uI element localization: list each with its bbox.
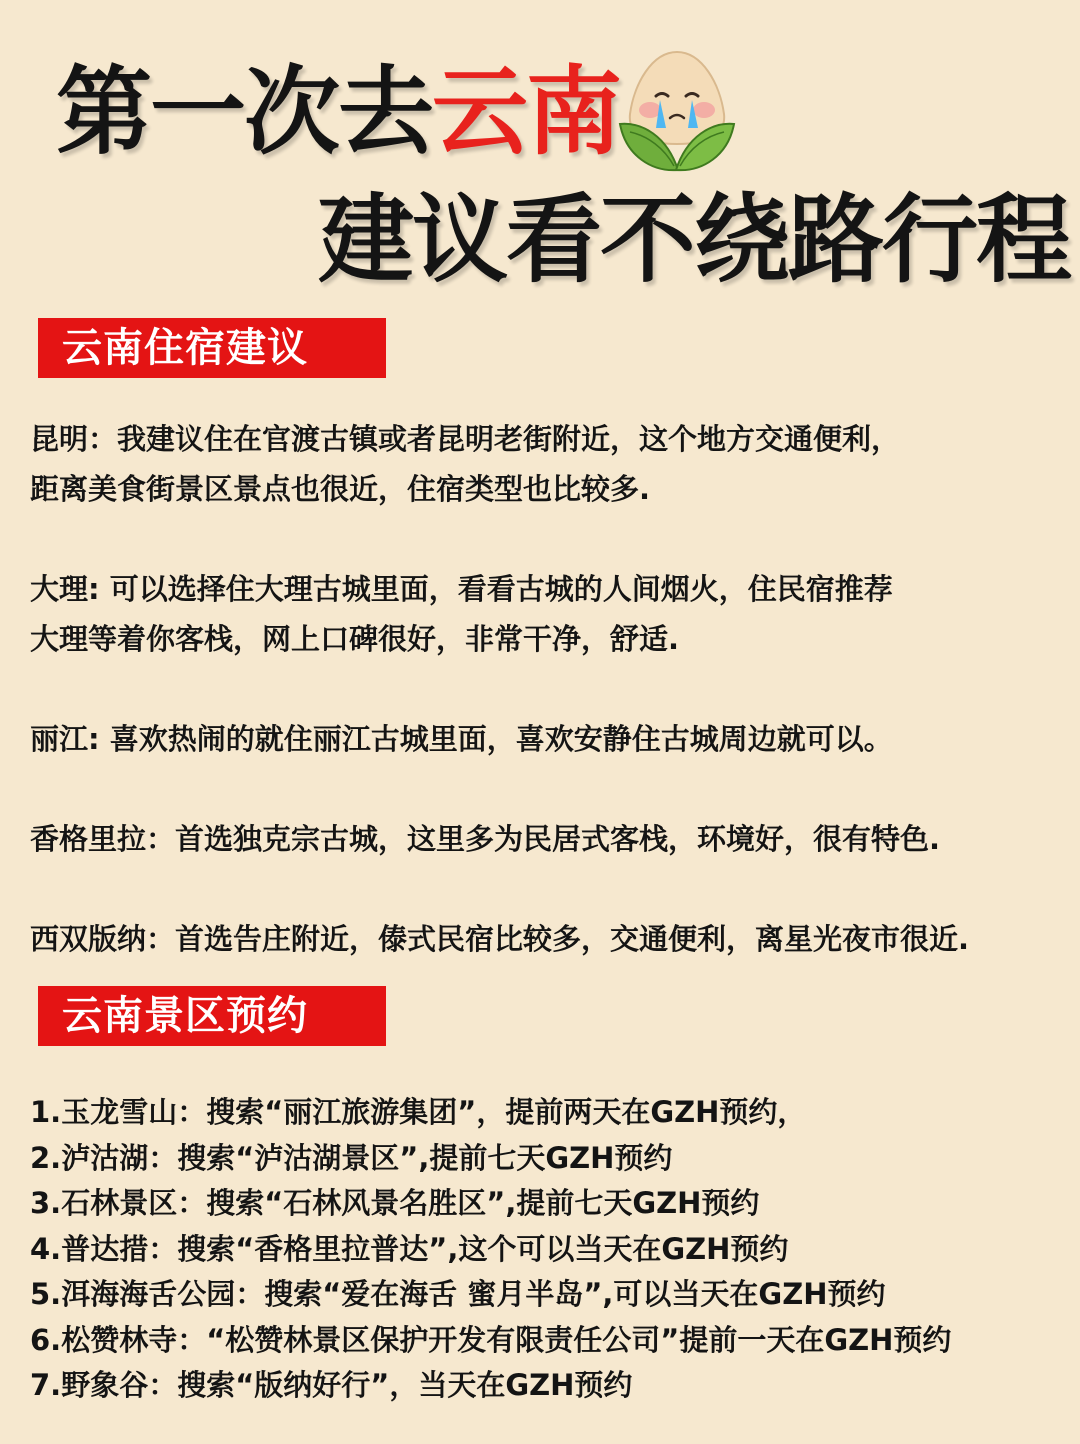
list-item: 6.松赞林寺：“松赞林景区保护开发有限责任公司”提前一天在GZH预约 <box>30 1322 952 1357</box>
title-text: 第一次去 <box>56 56 432 168</box>
list-item: 7.野象谷：搜索“版纳好行”，当天在GZH预约 <box>30 1368 633 1402</box>
page-title <box>56 52 620 172</box>
list-item: 3.石林景区：搜索“石林风景名胜区”,提前七天GZH预约 <box>30 1186 760 1220</box>
page-subtitle: 建议看不绕路行程 <box>318 184 1070 296</box>
text-line: 大理等着你客栈，网上口碑很好，非常干净，舒适. <box>30 622 680 656</box>
lodging-lijiang <box>30 714 1060 764</box>
list-item: 2.泸沽湖：搜索“泸沽湖景区”,提前七天GZH预约 <box>30 1140 673 1175</box>
list-item: 5.洱海海舌公园：搜索“爱在海舌 蜜月半岛”,可以当天在GZH预约 <box>30 1277 886 1311</box>
text-line: 距离美食街景区景点也很近，住宿类型也比较多. <box>30 472 651 506</box>
title-highlight: 云南 <box>432 56 620 168</box>
text-line: 丽江: 喜欢热闹的就住丽江古城里面，喜欢安静住古城周边就可以。 <box>30 722 893 756</box>
crying-zongzi-icon <box>612 44 742 174</box>
list-item: 1.玉龙雪山：搜索“丽江旅游集团”，提前两天在GZH预约， <box>30 1095 807 1129</box>
lodging-dali <box>30 564 1060 664</box>
booking-section-heading: 云南景区预约 <box>38 986 386 1046</box>
text-line: 西双版纳：首选告庄附近，傣式民宿比较多，交通便利，离星光夜市很近. <box>30 922 970 956</box>
lodging-kunming <box>30 414 1060 514</box>
lodging-xishuangbanna <box>30 914 1060 964</box>
booking-list <box>30 1090 1070 1409</box>
text-line: 昆明：我建议住在官渡古镇或者昆明老街附近，这个地方交通便利， <box>30 422 901 456</box>
list-item: 4.普达措：搜索“香格里拉普达”,这个可以当天在GZH预约 <box>30 1231 789 1266</box>
text-line: 大理: 可以选择住大理古城里面，看看古城的人间烟火，住民宿推荐 <box>30 572 893 606</box>
lodging-shangrila <box>30 814 1060 864</box>
text-line: 香格里拉：首选独克宗古城，这里多为民居式客栈，环境好，很有特色. <box>30 822 941 856</box>
lodging-section-heading: 云南住宿建议 <box>38 318 386 378</box>
